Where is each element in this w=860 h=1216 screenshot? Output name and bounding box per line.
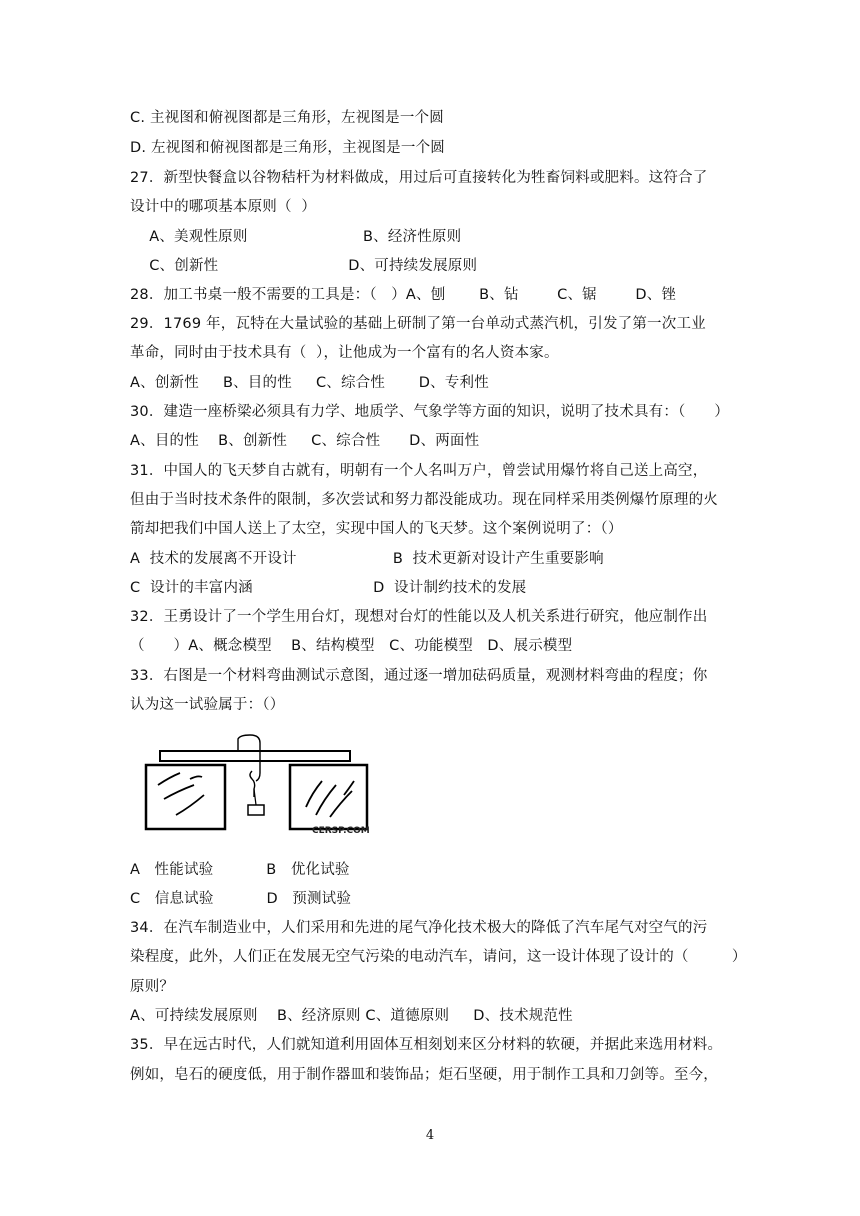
question-34-cont: 染程度，此外，人们正在发展无空气污染的电动汽车，请问，这一设计体现了设计的（ ）: [130, 949, 747, 965]
question-31-options-cd: C 设计的丰富内涵 D 设计制约技术的发展: [130, 580, 527, 596]
question-29: 29．1769 年，瓦特在大量试验的基础上研制了第一台单动式蒸汽机，引发了第一次工业: [130, 316, 706, 332]
question-30: 30．建造一座桥梁必须具有力学、地质学、气象学等方面的知识，说明了技术具有：（ ）: [130, 404, 730, 420]
watermark-text: CERSP.COM: [312, 826, 370, 836]
question-31-cont-1: 但由于当时技术条件的限制，多次尝试和努力都没能成功。现在同样采用类例爆竹原理的火: [130, 492, 718, 508]
question-34: 34．在汽车制造业中，人们采用和先进的尾气净化技术极大的降低了汽车尾气对空气的污: [130, 920, 708, 936]
question-29-options: A、创新性 B、目的性 C、综合性 D、专利性: [130, 375, 489, 391]
option-c-line: C. 主视图和俯视图都是三角形，左视图是一个圆: [130, 110, 444, 126]
bending-test-figure: [130, 733, 380, 837]
material-plank: [160, 751, 350, 761]
question-32-options: （ ）A、概念模型 B、结构模型 C、功能模型 D、展示模型: [130, 638, 573, 654]
page-number: 4: [425, 1128, 435, 1143]
question-27-options-cd: C、创新性 D、可持续发展原则: [130, 258, 478, 274]
question-31-cont-2: 箭却把我们中国人送上了太空，实现中国人的飞天梦。这个案例说明了：（）: [130, 521, 623, 537]
question-33-cont: 认为这一试验属于：（）: [130, 697, 285, 713]
question-33-options-ab: A 性能试验 B 优化试验: [130, 862, 350, 878]
question-31-options-ab: A 技术的发展离不开设计 B 技术更新对设计产生重要影响: [130, 551, 604, 567]
question-27-cont: 设计中的哪项基本原则（ ）: [130, 199, 317, 215]
question-27-options-ab: A、美观性原则 B、经济性原则: [130, 229, 462, 245]
left-support: [146, 765, 225, 829]
question-28: 28．加工书桌一般不需要的工具是：（ ）A、刨 B、钻 C、锯 D、锉: [130, 287, 677, 303]
question-30-options: A、目的性 B、创新性 C、综合性 D、两面性: [130, 433, 480, 449]
question-33-options-cd: C 信息试验 D 预测试验: [130, 891, 352, 907]
question-27: 27．新型快餐盒以谷物秸杆为材料做成，用过后可直接转化为牲畜饲料或肥料。这符合了: [130, 170, 708, 186]
question-35: 35．早在远古时代，人们就知道利用固体互相刻划来区分材料的软硬，并据此来选用材料。: [130, 1037, 723, 1053]
question-33: 33．右图是一个材料弯曲测试示意图，通过逐一增加砝码质量，观测材料弯曲的程度；你: [130, 668, 708, 684]
question-34-options: A、可持续发展原则 B、经济原则 C、道德原则 D、技术规范性: [130, 1008, 573, 1024]
weight-block: [248, 805, 264, 815]
question-31: 31．中国人的飞天梦自古就有，明朝有一个人名叫万户，曾尝试用爆竹将自己送上高空，: [130, 463, 708, 479]
question-34-cont-2: 原则？: [130, 979, 175, 995]
question-35-cont: 例如，皂石的硬度低，用于制作器皿和装饰品；炬石坚硬，用于制作工具和刀剑等。至今，: [130, 1067, 718, 1083]
question-32: 32．王勇设计了一个学生用台灯，现想对台灯的性能以及人机关系进行研究，他应制作出: [130, 609, 708, 625]
option-d-line: D. 左视图和俯视图都是三角形，主视图是一个圆: [130, 140, 445, 156]
right-support: [290, 765, 367, 829]
question-29-cont: 革命，同时由于技术具有（ ），让他成为一个富有的名人资本家。: [130, 345, 559, 361]
